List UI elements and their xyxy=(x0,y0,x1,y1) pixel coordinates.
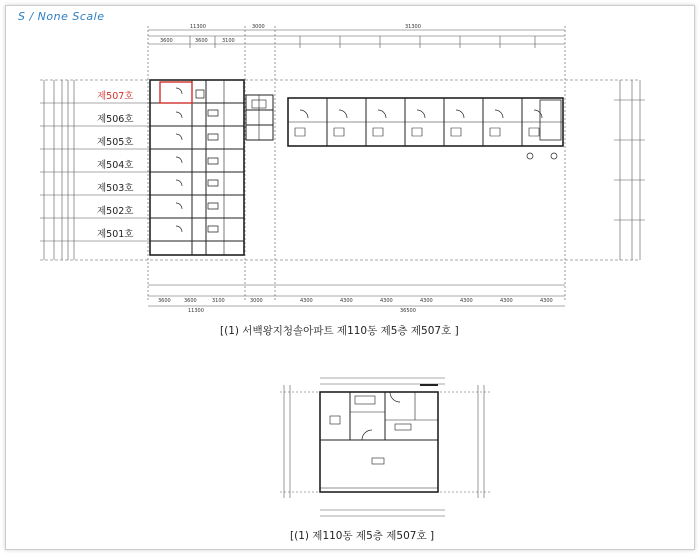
right-dimensions xyxy=(614,80,645,260)
dim-bottom-0: 3600 xyxy=(158,298,171,304)
dim-bottom-3: 3000 xyxy=(250,298,263,304)
dim-left-row-2: 3100 xyxy=(222,38,235,44)
building-caption: [(1) 서백왕지청솔아파트 제110동 제5층 제507호 ] xyxy=(220,325,459,337)
dim-bottom-1: 3600 xyxy=(184,298,197,304)
bottom-dimension-labels xyxy=(158,298,553,304)
bottom-totals xyxy=(188,308,416,314)
dim-left-a: 11300 xyxy=(190,24,206,30)
stair-core xyxy=(246,95,273,140)
unit-label-5: 제503호 xyxy=(97,183,134,194)
right-wing xyxy=(288,98,563,159)
dim-left-row-0: 3600 xyxy=(160,38,173,44)
dim-left-b: 3000 xyxy=(252,24,265,30)
unit-label-2: 제506호 xyxy=(97,114,134,125)
unit-label-4: 제504호 xyxy=(97,160,134,171)
dim-bottom-7: 4300 xyxy=(420,298,433,304)
unit-detail-plan xyxy=(320,385,438,492)
dim-bottom-total-left: 11300 xyxy=(188,308,204,314)
dim-left-row-1: 3600 xyxy=(195,38,208,44)
scale-label: S / None Scale xyxy=(18,10,105,23)
dim-bottom-6: 4300 xyxy=(380,298,393,304)
dim-total-right: 31300 xyxy=(405,24,421,30)
unit-label-7: 제501호 xyxy=(97,229,134,240)
dim-bottom-9: 4300 xyxy=(500,298,513,304)
highlighted-unit-box xyxy=(160,82,192,103)
dim-bottom-2: 3100 xyxy=(212,298,225,304)
dim-bottom-8: 4300 xyxy=(460,298,473,304)
unit-label-6: 제502호 xyxy=(97,206,134,217)
top-dimensions xyxy=(148,26,565,300)
unit-label-1: 제507호 xyxy=(97,91,134,102)
top-dimension-labels xyxy=(160,24,421,44)
dim-bottom-4: 4300 xyxy=(300,298,313,304)
dim-bottom-10: 4300 xyxy=(540,298,553,304)
dim-bottom-5: 4300 xyxy=(340,298,353,304)
left-wing xyxy=(150,80,244,255)
unit-label-3: 제505호 xyxy=(97,137,134,148)
unit-caption: [(1) 제110동 제5층 제507호 ] xyxy=(290,530,435,542)
dim-bottom-total-right: 36500 xyxy=(400,308,416,314)
